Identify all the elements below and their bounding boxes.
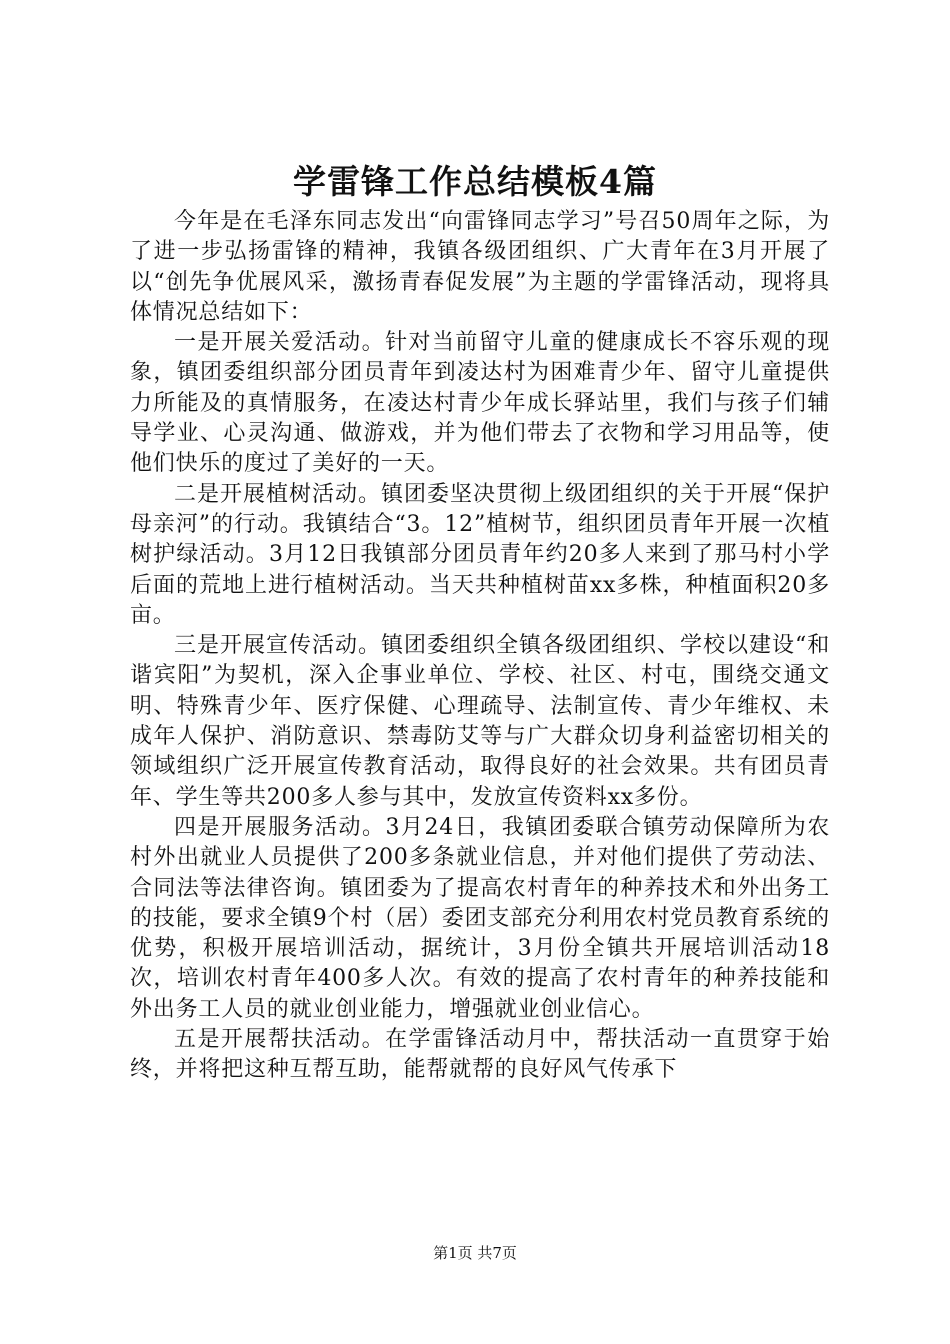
- paragraph-intro: 今年是在毛泽东同志发出“向雷锋同志学习”号召50周年之际，为了进一步弘扬雷锋的精神，我镇各级团组织、广大青年在3月开展了以“创先争优展风采，激扬青春促发展”为主题的学雷锋活动，现将具体情况总结如下：: [130, 209, 830, 325]
- paragraph-assistance: 五是开展帮扶活动。在学雷锋活动月中，帮扶活动一直贯穿于始终，并将把这种互帮互助，能帮就帮的良好风气传承下: [130, 1027, 830, 1083]
- document-body: [130, 207, 830, 1086]
- paragraph-service: 四是开展服务活动。3月24日，我镇团委联合镇劳动保障所为农村外出就业人员提供了200多条就业信息，并对他们提供了劳动法、合同法等法律咨询。镇团委为了提高农村青年的种养技术和外出务工的技能，要求全镇9个村（居）委团支部充分利用农村党员教育系统的优势，积极开展培训活动，据统计，3月份全镇共开展培训活动18次，培训农村青年400多人次。有效的提高了农村青年的种养技能和外出务工人员的就业创业能力，增强就业创业信心。: [130, 814, 830, 1022]
- paragraph-tree-planting: 二是开展植树活动。镇团委坚决贯彻上级团组织的关于开展“保护母亲河”的行动。我镇结合“3。12”植树节，组织团员青年开展一次植树护绿活动。3月12日我镇部分团员青年约20多人来到了那马村小学后面的荒地上进行植树活动。当天共种植树苗xx多株，种植面积20多亩。: [130, 481, 830, 628]
- paragraph-publicity: 三是开展宣传活动。镇团委组织全镇各级团组织、学校以建设“和谐宾阳”为契机，深入企事业单位、学校、社区、村屯，围绕交通文明、特殊青少年、医疗保健、心理疏导、法制宣传、青少年维权、未成年人保护、消防意识、禁毒防艾等与广大群众切身利益密切相关的领域组织广泛开展宣传教育活动，取得良好的社会效果。共有团员青年、学生等共200多人参与其中，发放宣传资料xx多份。: [130, 633, 830, 810]
- paragraph-care-activity: 一是开展关爱活动。针对当前留守儿童的健康成长不容乐观的现象，镇团委组织部分团员青年到凌达村为困难青少年、留守儿童提供力所能及的真情服务，在凌达村青少年成长驿站里，我们与孩子们辅导学业、心灵沟通、做游戏，并为他们带去了衣物和学习用品等，使他们快乐的度过了美好的一天。: [130, 330, 830, 477]
- page-number-footer: 第1页 共7页: [433, 1244, 517, 1262]
- document-title: 学雷锋工作总结模板4篇: [293, 162, 657, 201]
